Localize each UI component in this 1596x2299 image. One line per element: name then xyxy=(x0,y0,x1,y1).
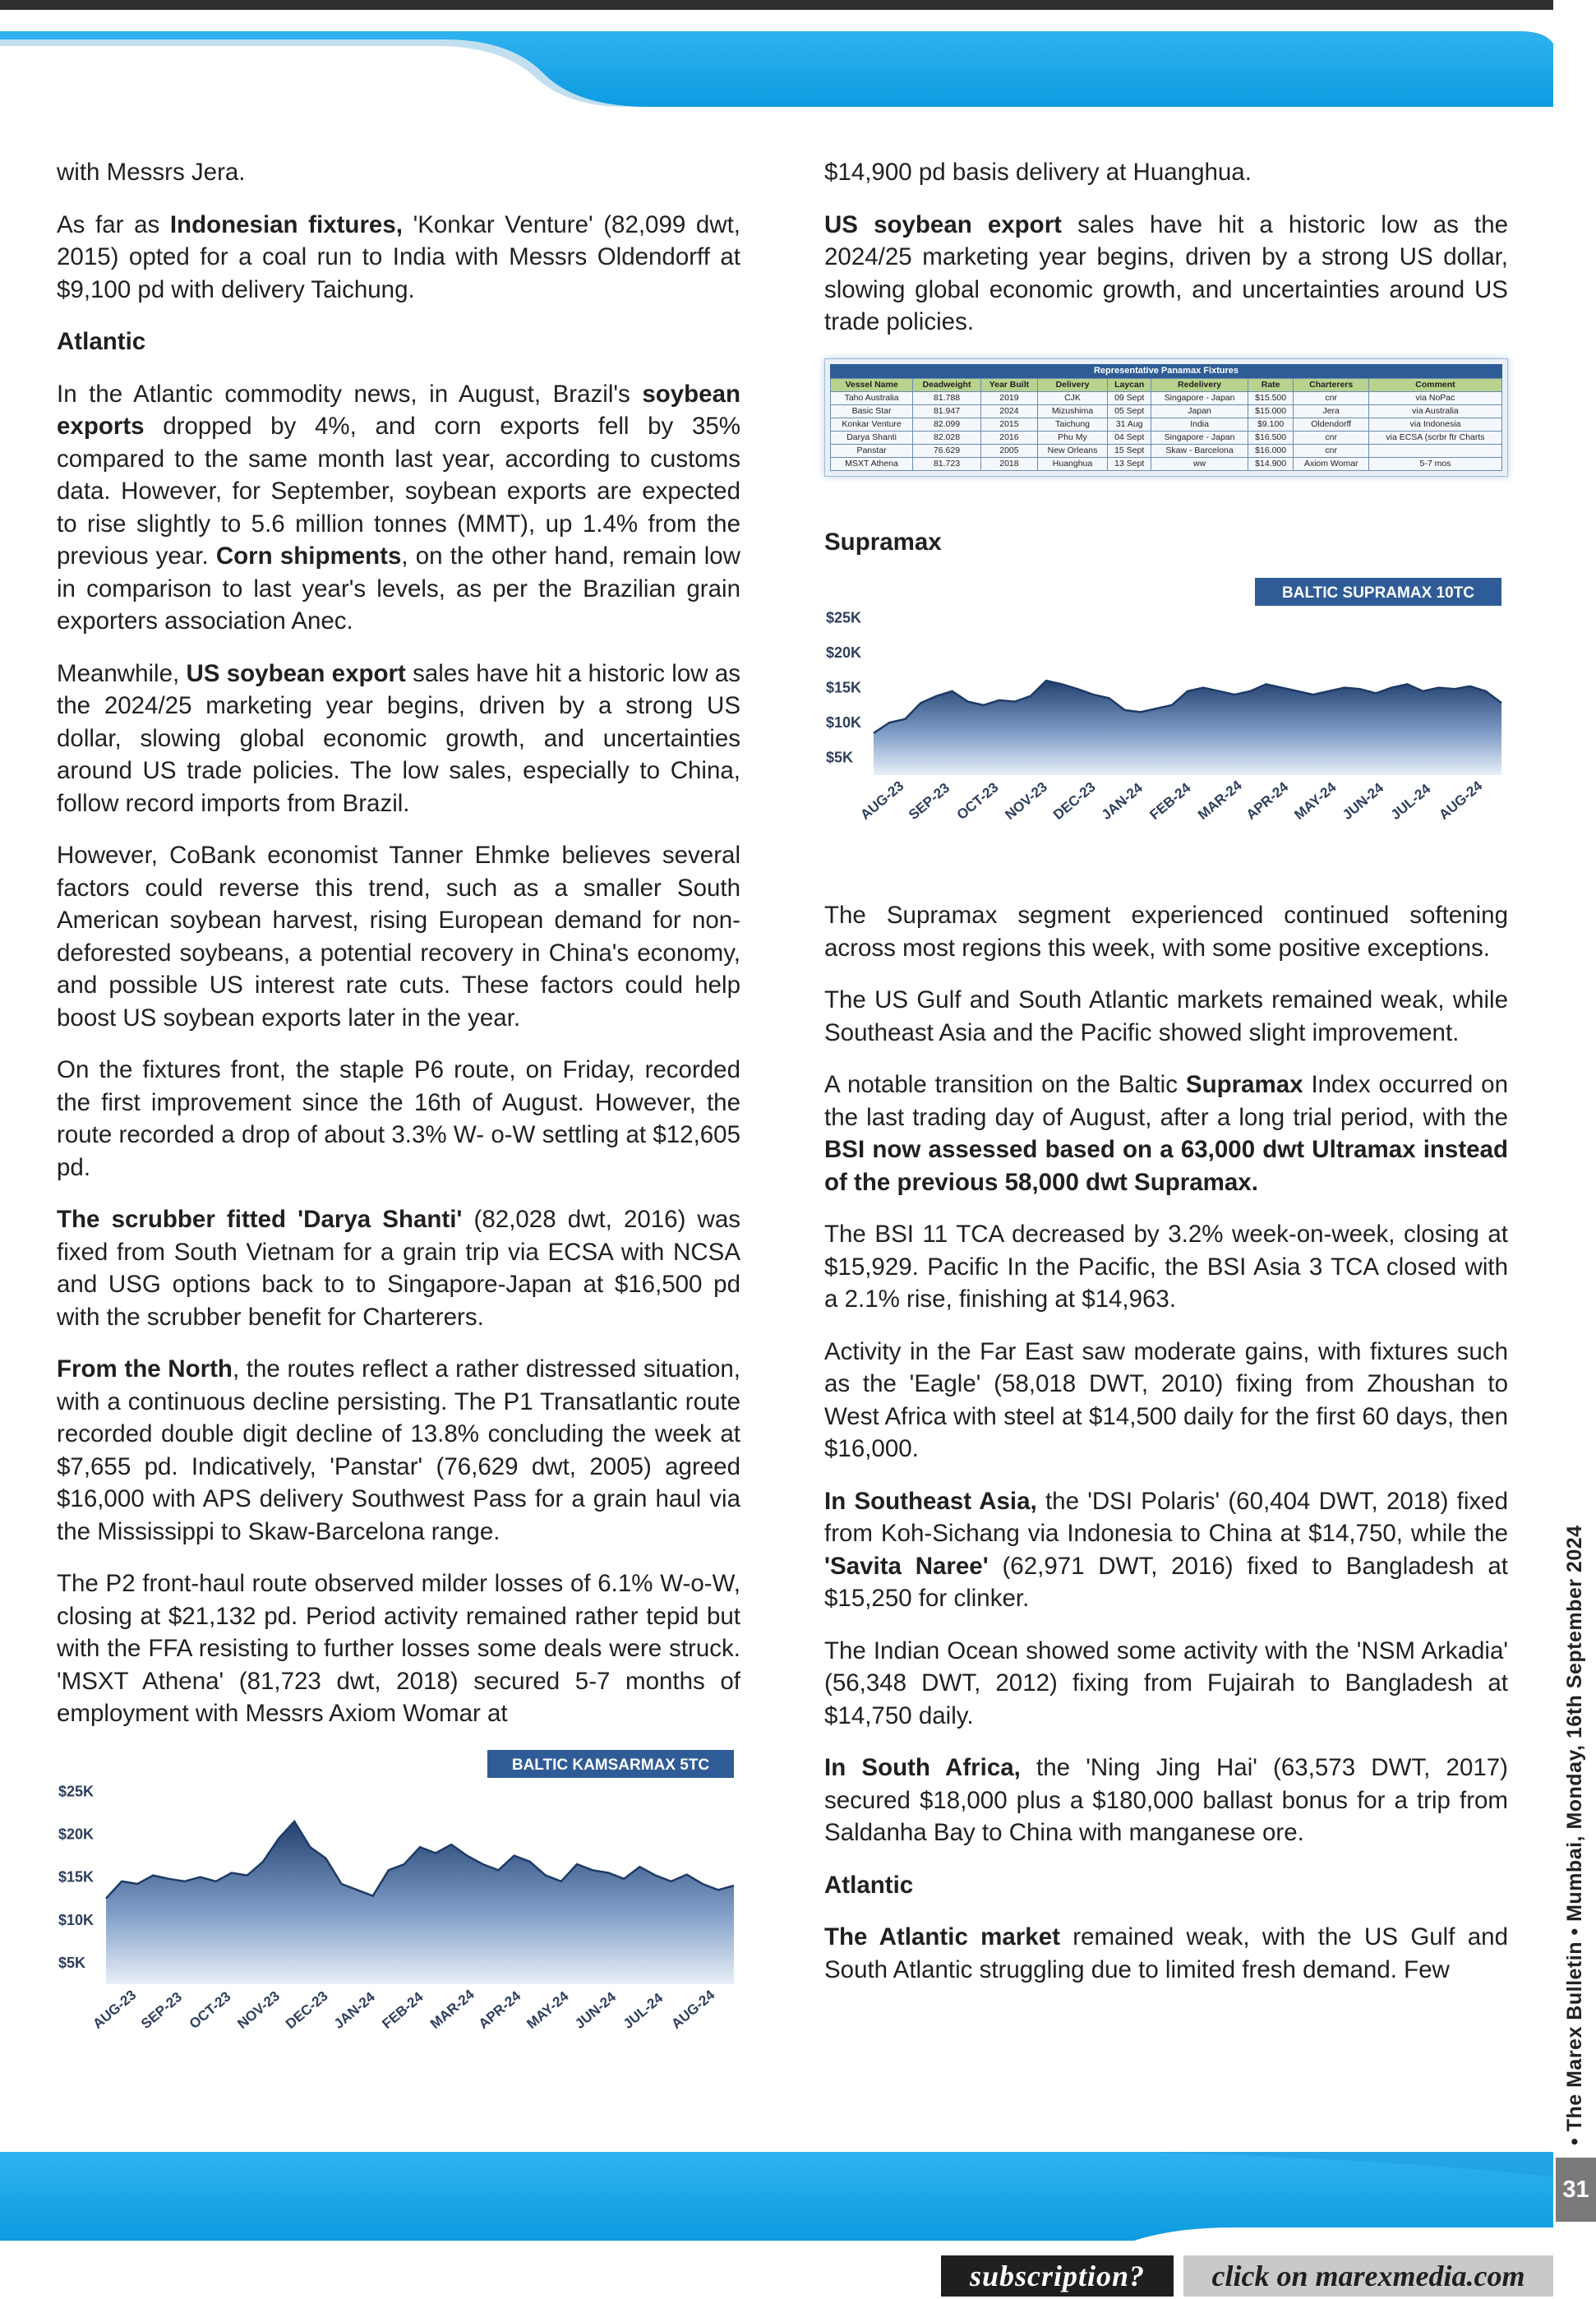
y-tick-label: $25K xyxy=(826,609,862,626)
x-tick-label: SEP-23 xyxy=(138,1988,186,2032)
x-tick-label: MAY-24 xyxy=(1291,779,1340,824)
bottom-banner xyxy=(0,2152,1553,2241)
table-cell: 2019 xyxy=(980,391,1037,404)
table-cell: 81.947 xyxy=(913,404,981,418)
paragraph: $14,900 pd basis delivery at Huanghua. xyxy=(824,159,1252,186)
table-cell: 09 Sept xyxy=(1108,391,1151,404)
table-cell: $15.500 xyxy=(1248,391,1294,404)
table-cell: 13 Sept xyxy=(1108,457,1151,470)
table-row xyxy=(831,418,1502,431)
table-cell: $16.000 xyxy=(1248,444,1294,457)
x-tick-label: JUL-24 xyxy=(1387,781,1434,824)
table-cell: MSXT Athena xyxy=(831,457,913,470)
right-column xyxy=(824,156,1508,2006)
table-cell: Japan xyxy=(1151,404,1248,418)
table-cell: Mizushima xyxy=(1038,404,1108,418)
paragraph: In South Africa, the 'Ning Jing Hai' (63,573 DWT, 2017) secured $18,000 plus a $180,000 ballast bonus for a trip from Saldanha Bay to China with manganese ore. xyxy=(824,1754,1509,1846)
paragraph: The BSI 11 TCA decreased by 3.2% week-on-week, closing at $15,929. Pacific In the Pacific, the BSI Asia 3 TCA closed with a 2.1% rise, finishing at $14,963. xyxy=(824,1221,1508,1313)
table-cell: 82.099 xyxy=(913,418,981,431)
panamax-fixtures-table xyxy=(830,364,1502,471)
table-cell: cnr xyxy=(1294,431,1369,444)
x-tick-label: AUG-23 xyxy=(857,778,907,824)
x-tick-label: OCT-23 xyxy=(953,779,1002,824)
x-tick-label: MAR-24 xyxy=(427,1986,477,2032)
x-tick-label: APR-24 xyxy=(475,1987,524,2032)
table-cell: Konkar Venture xyxy=(831,418,913,431)
table-cell: Singapore - Japan xyxy=(1151,431,1248,444)
table-cell: cnr xyxy=(1294,391,1369,404)
table-header-cell: Delivery xyxy=(1038,378,1108,391)
table-cell: 2018 xyxy=(980,457,1037,470)
chart-title: BALTIC KAMSARMAX 5TC xyxy=(511,1756,710,1774)
table-header-cell: Redelivery xyxy=(1151,378,1248,391)
table-cell: $14.900 xyxy=(1248,457,1294,470)
table-cell: Singapore - Japan xyxy=(1151,391,1248,404)
left-column xyxy=(57,156,740,2070)
table-cell: India xyxy=(1151,418,1248,431)
table-row xyxy=(831,457,1502,470)
x-tick-label: AUG-23 xyxy=(90,1986,140,2032)
table-cell: 2005 xyxy=(980,444,1037,457)
section-heading-supramax: Supramax xyxy=(824,528,942,556)
table-cell: New Orleans xyxy=(1038,444,1108,457)
table-cell: 81.788 xyxy=(913,391,981,404)
table-cell: via Indonesia xyxy=(1368,418,1501,431)
table-header-cell: Vessel Name xyxy=(831,378,913,391)
paragraph: US soybean export sales have hit a historic low as the 2024/25 marketing year begins, driven by a strong US dollar, slowing global economic growth, and uncertainties around US trade policies. xyxy=(824,210,1509,335)
x-tick-label: JUL-24 xyxy=(620,1989,667,2032)
table-header-cell: Year Built xyxy=(980,378,1037,391)
table-cell: CJK xyxy=(1038,391,1108,404)
table-cell: Oldendorff xyxy=(1294,418,1369,431)
table-cell: 81.723 xyxy=(913,457,981,470)
paragraph: Meanwhile, US soybean export sales have hit a historic low as the 2024/25 marketing year begins, driven by a strong US dollar, slowing global economic growth, and uncertainties around US trade policies. The low sales, especially to China, follow record imports from Brazil. xyxy=(57,659,740,817)
table-header-cell: Comment xyxy=(1368,378,1501,391)
table-cell: $15.000 xyxy=(1248,404,1294,418)
table-cell: Basic Star xyxy=(831,404,913,418)
table-cell: via ECSA (scrbr ftr Charts xyxy=(1368,431,1501,444)
x-tick-label: FEB-24 xyxy=(1146,779,1194,824)
table-cell: $16.500 xyxy=(1248,431,1294,444)
table-header-cell: Deadweight xyxy=(913,378,981,391)
table-cell: Taichung xyxy=(1038,418,1108,431)
series-area xyxy=(874,681,1501,775)
x-tick-label: SEP-23 xyxy=(906,779,953,824)
marexmedia-link[interactable]: click on marexmedia.com xyxy=(1183,2255,1553,2297)
table-cell: Phu My xyxy=(1038,431,1108,444)
table-cell: 05 Sept xyxy=(1108,404,1151,418)
table-cell: Taho Australia xyxy=(831,391,913,404)
table-header-cell: Laycan xyxy=(1108,378,1151,391)
table-row xyxy=(831,444,1502,457)
paragraph: The US Gulf and South Atlantic markets remained weak, while Southeast Asia and the Pacific showed slight improvement. xyxy=(824,986,1508,1046)
table-row xyxy=(831,404,1502,418)
table-cell: 5-7 mos xyxy=(1368,457,1501,470)
paragraph: From the North, the routes reflect a rather distressed situation, with a continuous decline persisting. The P1 Transatlantic route recorded double digit decline of 13.8% concluding the week at $7,655 pd. Indicatively, 'Panstar' (76,629 dwt, 2005) agreed $16,000 with APS delivery Southwest Pass for a grain haul via the Mississippi to Skaw-Barcelona range. xyxy=(57,1355,741,1545)
paragraph: The Atlantic market remained weak, with the US Gulf and South Atlantic struggling due to limited fresh demand. Few xyxy=(824,1923,1508,1983)
table-cell: $9.100 xyxy=(1248,418,1294,431)
x-tick-label: JAN-24 xyxy=(1098,779,1146,824)
paragraph: The P2 front-haul route observed milder losses of 6.1% W-o-W, closing at $21,132 pd. Period activity remained rather tepid but with the FFA resisting to further losses some deals were struck. 'MSXT Athena' (81,723 dwt, 2018) secured 5-7 months of employment with Messrs Axiom Womar at xyxy=(57,1570,740,1727)
table-row xyxy=(831,391,1502,404)
paragraph: In the Atlantic commodity news, in August, Brazil's soybean exports dropped by 4%, and corn exports fell by 35% compared to the same month last year, according to customs data. However, for September, soybean exports are expected to rise slightly to 5.6 million tonnes (MMT), up 1.4% from the previous year. Corn shipments, on the other hand, remain low in comparison to last year's levels, as per the Brazilian grain exporters association Anec. xyxy=(57,380,740,635)
paragraph: However, CoBank economist Tanner Ehmke believes several factors could reverse this trend, such as a smaller South American soybean harvest, rising European demand for non-deforested soybeans, a potential recovery in China's economy, and possible US interest rate cuts. These factors could help boost US soybean exports later in the year. xyxy=(57,842,740,1032)
y-tick-label: $10K xyxy=(58,1911,95,1928)
sidebar-publication-line: • The Marex Bulletin • Mumbai, Monday, 16th September 2024 xyxy=(1563,1525,1586,2145)
y-tick-label: $20K xyxy=(58,1826,95,1843)
paragraph: On the fixtures front, the staple P6 route, on Friday, recorded the first improvement since the 16th of August. However, the route recorded a drop of about 3.3% W- o-W settling at $12,605 pd. xyxy=(57,1056,740,1181)
x-tick-label: JAN-24 xyxy=(330,1988,378,2032)
subscription-label: subscription? xyxy=(941,2255,1174,2297)
y-tick-label: $10K xyxy=(826,714,862,732)
paragraph: with Messrs Jera. xyxy=(57,159,246,186)
table-header-cell: Rate xyxy=(1248,378,1294,391)
x-tick-label: NOV-23 xyxy=(1002,778,1050,824)
chart-title: BALTIC SUPRAMAX 10TC xyxy=(1282,584,1474,602)
table-cell: Jera xyxy=(1294,404,1369,418)
x-tick-label: NOV-23 xyxy=(234,1987,283,2032)
series-area xyxy=(106,1821,734,1983)
table-header-cell: Charterers xyxy=(1294,378,1369,391)
table-cell: Skaw - Barcelona xyxy=(1151,444,1248,457)
table-title: Representative Panamax Fixtures xyxy=(830,364,1502,378)
table-cell: 31 Aug xyxy=(1108,418,1151,431)
table-cell: 2015 xyxy=(980,418,1037,431)
section-heading-atlantic: Atlantic xyxy=(57,328,146,355)
top-bar xyxy=(0,0,1553,10)
supramax-chart xyxy=(824,578,1508,861)
paragraph: The Indian Ocean showed some activity with the 'NSM Arkadia' (56,348 DWT, 2012) fixing from Fujairah to Bangladesh at $14,750 daily. xyxy=(824,1637,1508,1729)
paragraph: In Southeast Asia, the 'DSI Polaris' (60,404 DWT, 2018) fixed from Koh-Sichang via Indonesia to China at $14,750, while the 'Savita Naree' (62,971 DWT, 2016) fixed to Bangladesh at $15,250 for clinker. xyxy=(824,1487,1509,1612)
x-tick-label: DEC-23 xyxy=(1050,778,1099,824)
y-tick-label: $5K xyxy=(826,749,854,766)
y-tick-label: $20K xyxy=(826,644,862,662)
table-cell: 76.629 xyxy=(913,444,981,457)
y-tick-label: $5K xyxy=(58,1954,86,1971)
table-cell: 82.028 xyxy=(913,431,981,444)
x-tick-label: JUN-24 xyxy=(1340,779,1387,824)
table-cell: via NoPac xyxy=(1368,391,1501,404)
table-cell xyxy=(1368,444,1501,457)
x-tick-label: JUN-24 xyxy=(572,1988,620,2032)
x-tick-label: MAR-24 xyxy=(1195,777,1245,824)
x-tick-label: DEC-23 xyxy=(283,1987,331,2032)
table-row xyxy=(831,431,1502,444)
table-cell: cnr xyxy=(1294,444,1369,457)
table-cell: Panstar xyxy=(831,444,913,457)
table-cell: ww xyxy=(1151,457,1248,470)
x-tick-label: AUG-24 xyxy=(668,1986,718,2032)
x-tick-label: OCT-23 xyxy=(186,1987,234,2032)
y-tick-label: $25K xyxy=(58,1782,95,1799)
table-cell: Darya Shanti xyxy=(831,431,913,444)
page-number: 31 xyxy=(1556,2158,1596,2222)
top-banner xyxy=(0,31,1553,107)
paragraph: A notable transition on the Baltic Supramax Index occurred on the last trading day of August, after a long trial period, with the BSI now assessed based on a 63,000 dwt Ultramax instead of the previous 58,000 dwt Supramax. xyxy=(824,1071,1508,1196)
table-cell: 15 Sept xyxy=(1108,444,1151,457)
paragraph: The scrubber fitted 'Darya Shanti' (82,028 dwt, 2016) was fixed from South Vietnam for a grain trip via ECSA with NCSA and USG options back to to Singapore-Japan at $16,500 pd with the scrubber benefit for Charterers. xyxy=(57,1206,740,1331)
x-tick-label: AUG-24 xyxy=(1436,778,1486,824)
x-tick-label: MAY-24 xyxy=(524,1987,572,2032)
kamsarmax-chart xyxy=(57,1750,740,2070)
x-tick-label: FEB-24 xyxy=(379,1988,427,2032)
paragraph: The Supramax segment experienced continued softening across most regions this week, with some positive exceptions. xyxy=(824,902,1508,962)
table-cell: via Australia xyxy=(1368,404,1501,418)
y-tick-label: $15K xyxy=(58,1868,95,1886)
table-cell: 2016 xyxy=(980,431,1037,444)
paragraph: Activity in the Far East saw moderate gains, with fixtures such as the 'Eagle' (58,018 DWT, 2010) fixing from Zhoushan to West Africa with steel at $14,500 daily for the first 60 days, then $16,000. xyxy=(824,1337,1508,1462)
x-tick-label: APR-24 xyxy=(1243,778,1292,824)
y-tick-label: $15K xyxy=(826,679,862,696)
paragraph: As far as Indonesian fixtures, 'Konkar Venture' (82,099 dwt, 2015) opted for a coal run to India with Messrs Oldendorff at $9,100 pd with delivery Taichung. xyxy=(57,210,740,303)
section-heading-atlantic: Atlantic xyxy=(824,1871,914,1899)
table-cell: 2024 xyxy=(980,404,1037,418)
table-cell: Axiom Womar xyxy=(1294,457,1369,470)
table-cell: Huanghua xyxy=(1038,457,1108,470)
table-cell: 04 Sept xyxy=(1108,431,1151,444)
fixtures-table-container xyxy=(824,358,1508,477)
